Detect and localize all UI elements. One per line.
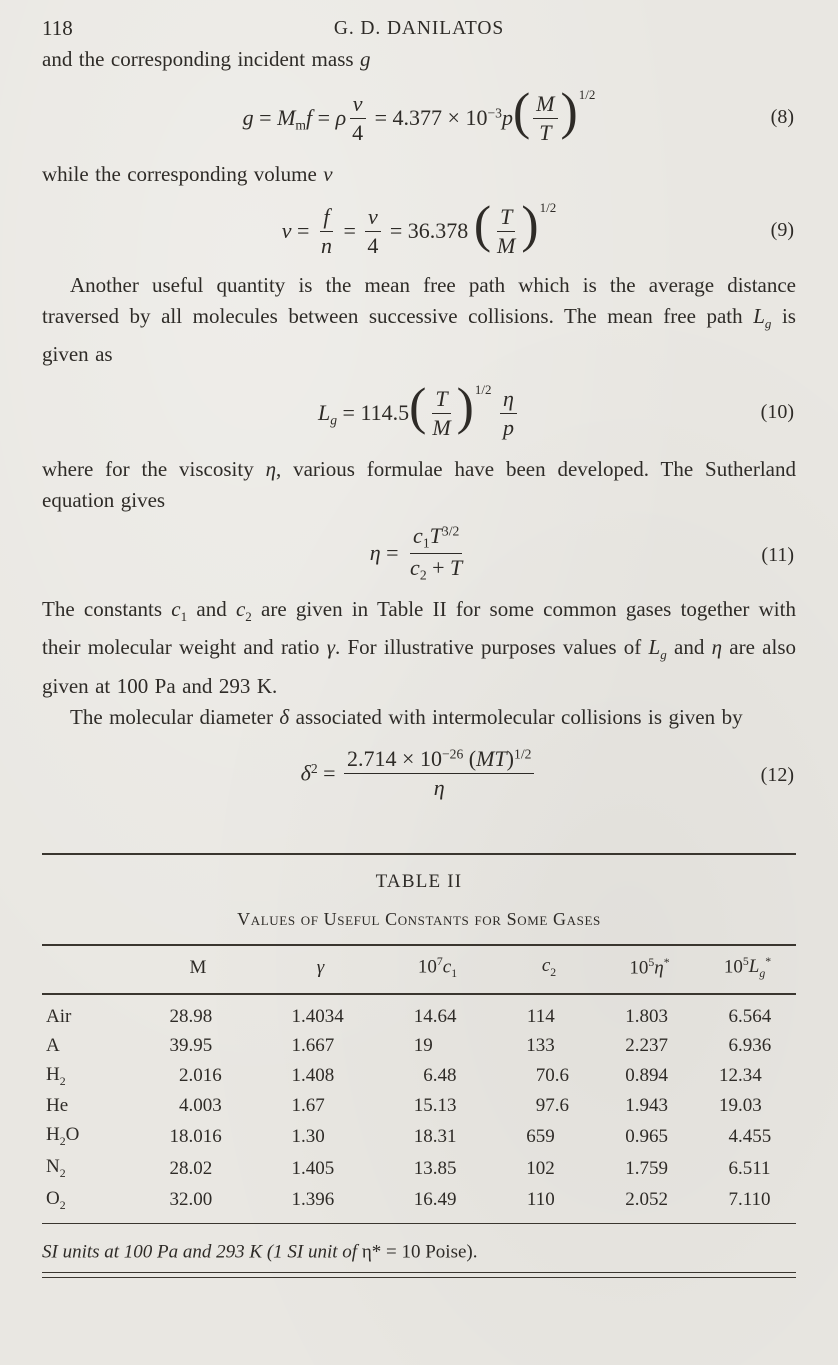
cell-m: 2.016 [179,1065,222,1087]
cell-c2: 70.6 [535,1065,569,1087]
equation-number: (12) [760,764,794,787]
paragraph-constants: The constants $c_1$ and $c_2$ are given in Table II for some common gases together with their molecular weight and ratio γ. For illustrative purposes values of $L_g$ and η are also given at 100 Pa and 293 K. [42,597,796,698]
table-row [42,1153,796,1185]
cell-c1: 18.31 [413,1125,457,1147]
cell-c2: 133 [526,1034,555,1056]
cell-eta: 1.803 [625,1005,669,1027]
table-row [42,994,796,1032]
paragraph-volume: while the corresponding volume v [42,162,333,186]
cell-lg: 19.03 [719,1095,762,1117]
col-header: $10^5\eta^*$ [600,945,699,994]
cell-gas: A [46,1034,60,1056]
cell-m: 4.003 [179,1095,222,1117]
table-row [42,1060,796,1092]
cell-c1: 13.85 [413,1157,457,1179]
table-row [42,1092,796,1121]
cell-c1: 15.13 [413,1095,457,1117]
table-header-row [42,945,796,994]
cell-gas: He [46,1095,69,1117]
cell-m: 28.02 [169,1157,213,1179]
equation-8 [42,75,796,159]
cell-c1: 19 [413,1034,433,1056]
table-row [42,1031,796,1060]
equation-number: (8) [770,105,794,128]
equation-number: (10) [760,400,794,423]
cell-lg: 4.455 [728,1125,772,1147]
cell-c2: 97.6 [535,1095,569,1117]
constants-table [42,944,796,1224]
equation-body: η = $\frac{c1T^{3/2}}{c2 + T}$ [369,523,463,583]
table-row [42,1121,796,1153]
col-header-gas [42,945,132,994]
cell-m: 32.00 [169,1189,213,1211]
table-title: TABLE II [375,870,463,892]
cell-gamma: 1.30 [291,1125,325,1147]
equation-body: v = $\frac{f}{n}$ = $\frac{v}{4}$ = 36.378 ( $\frac{T}{M}$ )$^{1/2}$ [281,196,557,258]
running-head: G. D. DANILATOS [333,18,505,39]
page-header [42,16,796,44]
cell-c2: 110 [526,1189,555,1211]
paragraph-molecular-diameter: The molecular diameter δ associated with intermolecular collisions is given by [70,704,743,729]
cell-gas: Air [46,1005,72,1027]
table-top-rule [42,853,796,855]
cell-c1: 16.49 [413,1189,457,1211]
page-number: 118 [42,16,73,40]
col-header: $10^5L_g^*$ [699,945,796,994]
cell-gamma: 1.4034 [291,1005,344,1027]
cell-c1: 14.64 [413,1005,457,1027]
table-caption: Values of Useful Constants for Some Gases [237,908,601,929]
cell-eta: 0.965 [625,1125,669,1147]
cell-lg: 12.34 [719,1065,762,1087]
table-body [42,994,796,1224]
equation-number: (11) [761,543,794,566]
equation-body: g = Mmf = ρ $\frac{v}{4}$ = $4.377 \times 10^{-3}p$( $\frac{M}{T}$ )$^{1/2}$ [242,83,596,145]
col-header: $10^7c_1$ [377,945,498,994]
cell-eta: 1.759 [625,1157,669,1179]
cell-m: 28.98 [169,1005,213,1027]
cell-gas: $H_2O$ [46,1124,80,1149]
equation-9 [42,190,796,270]
table-bottom-rule [42,1272,796,1278]
cell-gamma: 1.67 [291,1095,325,1117]
cell-c2: 102 [526,1157,555,1179]
cell-gas: $H_2$ [46,1063,66,1088]
equation-number: (9) [770,218,794,241]
cell-gas: $O_2$ [46,1188,66,1212]
equation-12 [42,733,796,819]
cell-m: 39.95 [169,1034,213,1056]
cell-lg: 6.564 [728,1005,772,1027]
col-header: M [132,945,264,994]
cell-eta: 2.052 [625,1189,669,1211]
paragraph-incident-mass: and the corresponding incident mass g [42,47,371,71]
cell-eta: 1.943 [625,1095,669,1117]
col-header: γ [264,945,377,994]
equation-11 [42,516,796,594]
cell-eta: 0.894 [625,1065,669,1087]
table-footnote: SI units at 100 Pa and 293 K (1 SI unit of η* = 10 Poise). [42,1241,478,1263]
cell-eta: 2.237 [625,1034,669,1056]
cell-c2: 114 [526,1005,555,1027]
cell-lg: 6.936 [728,1034,772,1056]
cell-lg: 7.110 [728,1189,771,1211]
cell-gamma: 1.396 [291,1189,335,1211]
table-row [42,1185,796,1224]
equation-body: Lg = 114.5( $\frac{T}{M}$ )$^{1/2}$ $\frac{\eta}{p}$ [318,382,520,442]
equation-body: $\delta^2$ = $\frac{2.714 \times 10^{-26} (MT)^{1/2}}{\eta}$ [301,748,538,803]
cell-gamma: 1.405 [291,1157,335,1179]
paragraph-viscosity: where for the viscosity η, various formulae have been developed. The Sutherland equation gives [42,457,796,513]
cell-lg: 6.511 [728,1157,771,1179]
paragraph-mean-free-path: Another useful quantity is the mean free path which is the average distance traversed by all molecules between successive collisions. The mean free path $L_g$ is given as [42,273,796,367]
equation-10 [42,370,796,454]
cell-c1: 6.48 [423,1065,457,1087]
cell-c2: 659 [526,1125,555,1147]
cell-gamma: 1.667 [291,1034,335,1056]
cell-gas: $N_2$ [46,1156,66,1181]
cell-m: 18.016 [169,1125,222,1147]
col-header: $c_2$ [498,945,600,994]
table-head [42,945,796,994]
cell-gamma: 1.408 [291,1065,335,1087]
